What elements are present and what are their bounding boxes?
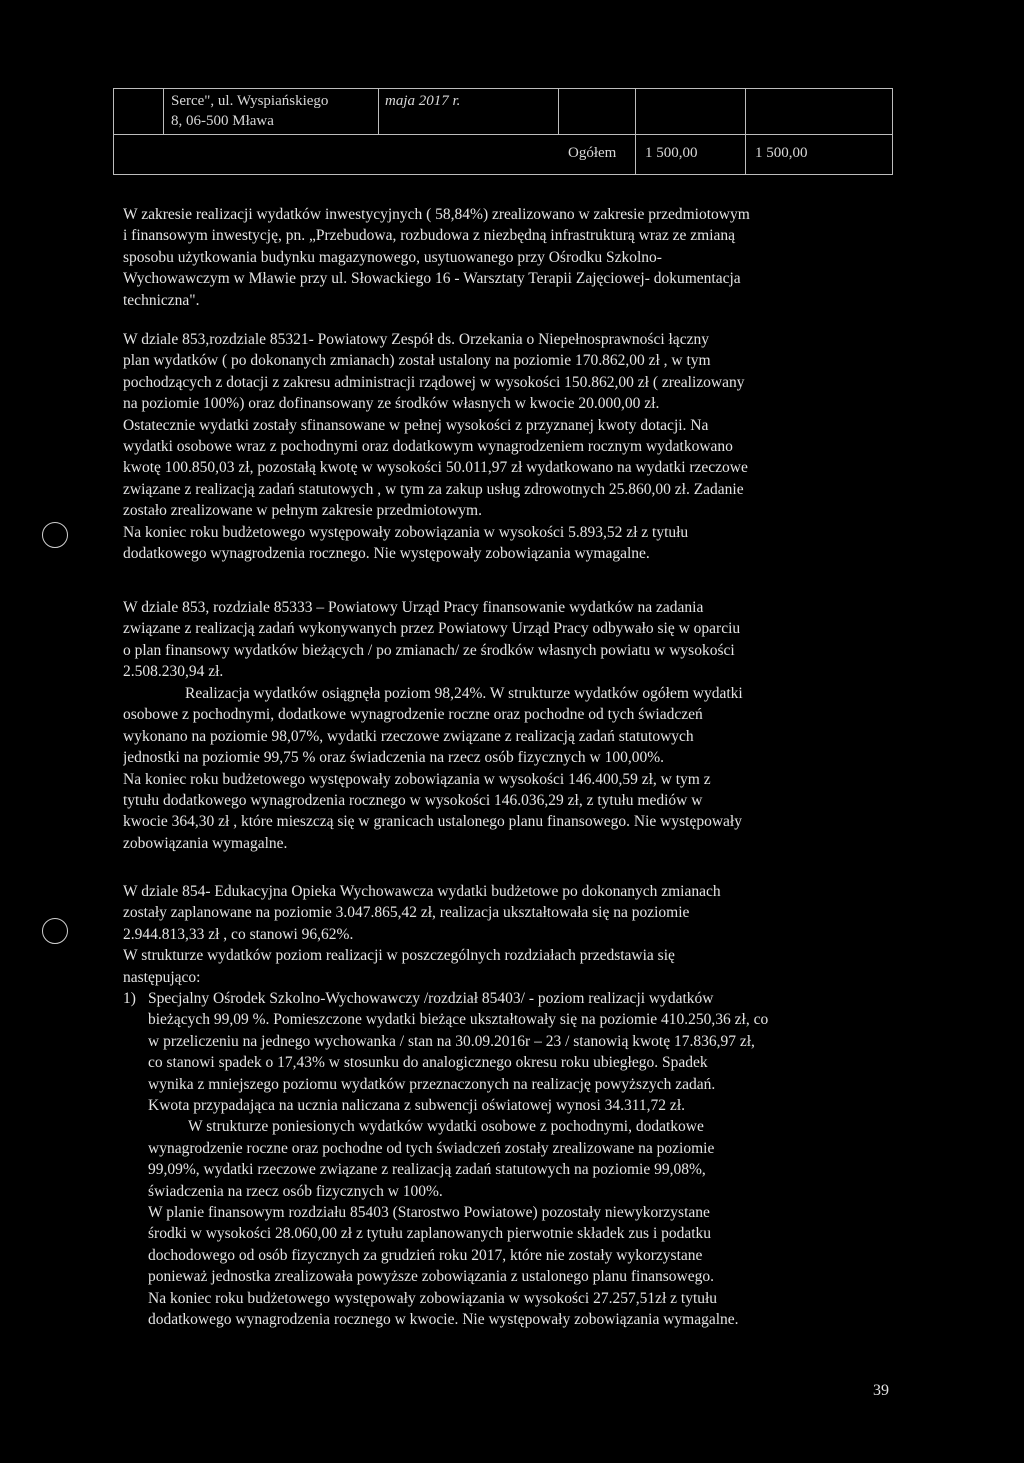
text-line: W strukturze poniesionych wydatków wydatki osobowe z pochodnymi, dodatkowe — [188, 1118, 704, 1136]
text-line: świadczenia na rzecz osób fizycznych w 100%. — [148, 1182, 443, 1200]
text-line: W strukturze wydatków poziom realizacji w poszczególnych rozdziałach przedstawia się — [123, 947, 675, 965]
text-line: dodatkowego wynagrodzenia rocznego. Nie występowały zobowiązania wymagalne. — [123, 545, 650, 563]
text-line: dodatkowego wynagrodzenia rocznego w kwocie. Nie występowały zobowiązania wymagalne. — [148, 1311, 739, 1329]
text-line: tytułu dodatkowego wynagrodzenia rocznego w wysokości 146.036,29 zł, z tytułu mediów w — [123, 792, 703, 810]
text-line: 99,09%, wydatki rzeczowe związane z realizacją zadań statutowych na poziomie 99,08%, — [148, 1161, 706, 1179]
text-line: następująco: — [123, 968, 201, 986]
text-line: ponieważ jednostka zrealizowała powyższe zobowiązania z ustalonego planu finansowego. — [148, 1268, 714, 1286]
text-line: zostały zaplanowane na poziomie 3.047.865,42 zł, realizacja ukształtowała się na poziomie — [123, 904, 690, 922]
text-line: o plan finansowy wydatków bieżących / po zmianach/ ze środków własnych powiatu w wysokości — [123, 641, 735, 659]
text-line: środki w wysokości 28.060,00 zł z tytułu zaplanowanych pierwotnie składek zus i podatku — [148, 1225, 712, 1243]
text-line: plan wydatków ( po dokonanych zmianach) został ustalony na poziomie 170.862,00 zł , w tym — [123, 352, 711, 370]
text-line: W planie finansowym rozdziału 85403 (Starostwo Powiatowe) pozostały niewykorzystane — [148, 1204, 710, 1222]
text-line: zostało zrealizowane w pełnym zakresie przedmiotowym. — [123, 502, 482, 520]
table-total-label: Ogółem — [568, 145, 617, 161]
text-line: na poziomie 100%) oraz dofinansowany ze środków własnych w kwocie 20.000,00 zł. — [123, 395, 660, 413]
paragraph-division-85333 — [123, 597, 895, 683]
text-line: zobowiązania wymagalne. — [123, 834, 288, 852]
list-item-85403 — [148, 988, 894, 1331]
text-line: kwocie 364,30 zł , które mieszczą się w granicach ustalonego planu finansowego. Nie występowały — [123, 813, 742, 831]
text-line: W zakresie realizacji wydatków inwestycyjnych ( 58,84%) zrealizowano w zakresie przedmiotowym — [123, 206, 750, 223]
text-line: bieżących 99,09 %. Pomieszczone wydatki bieżące ukształtowały się na poziomie 410.250,36 zł, co — [148, 1011, 769, 1029]
text-line: co stanowi spadek o 17,43% w stosunku do analogicznego okresu roku ubiegłego. Spadek — [148, 1054, 708, 1072]
text-line: osobowe z pochodnymi, dodatkowe wynagrodzenie roczne oraz pochodne od tych świadczeń — [123, 706, 703, 724]
text-line: dochodowego od osób fizycznych za grudzień roku 2017, które nie zostały wykorzystane — [148, 1246, 703, 1264]
text-line: W dziale 853,rozdziale 85321- Powiatowy Zespół ds. Orzekania o Niepełnosprawności łączny — [123, 331, 709, 348]
text-line: związane z realizacją zadań wykonywanych przez Powiatowy Urząd Pracy odbywało się w oparciu — [123, 620, 741, 638]
text-line: wynika z mniejszego poziomu wydatków przeznaczonych na realizację powyższych zadań. — [148, 1075, 716, 1093]
table-total-value-1: 1 500,00 — [645, 145, 698, 161]
text-line: wydatki osobowe wraz z pochodnymi oraz dodatkowym wynagrodzeniem rocznym wydatkowano — [123, 438, 733, 456]
paragraph-division-854 — [123, 881, 895, 988]
text-line: i finansowym inwestycję, pn. „Przebudowa, rozbudowa z niezbędną infrastrukturą wraz ze zmianą — [123, 227, 736, 245]
table-cell-name-line2: 8, 06-500 Mława — [171, 113, 274, 129]
punch-hole-icon — [42, 522, 68, 548]
text-line: W dziale 853, rozdziale 85333 – Powiatowy Urząd Pracy finansowanie wydatków na zadania — [123, 599, 704, 616]
text-line: Na koniec roku budżetowego występowały zobowiązania w wysokości 5.893,52 zł z tytułu — [123, 523, 689, 541]
table-cell-date: maja 2017 r. — [385, 93, 461, 109]
list-number: 1) — [123, 990, 136, 1007]
table-total-value-2: 1 500,00 — [755, 145, 808, 161]
text-line: kwotę 100.850,03 zł, pozostałą kwotę w wysokości 50.011,97 zł wydatkowano na wydatki rzeczowe — [123, 459, 748, 477]
text-line: Ostatecznie wydatki zostały sfinansowane w pełnej wysokości z przyznanej kwoty dotacji. Na — [123, 416, 709, 434]
text-line: 2.944.813,33 zł , co stanowi 96,62%. — [123, 925, 354, 943]
text-line: W dziale 854- Edukacyjna Opieka Wychowawcza wydatki budżetowe po dokonanych zmianach — [123, 883, 721, 900]
text-line: pochodzących z dotacji z zakresu administracji rządowej w wysokości 150.862,00 zł ( zrealizowany — [123, 373, 745, 391]
text-line: Realizacja wydatków osiągnęła poziom 98,24%. W strukturze wydatków ogółem wydatki — [185, 685, 743, 702]
page-number: 39 — [873, 1382, 889, 1399]
paragraph-division-85321 — [123, 329, 895, 564]
text-line: techniczna". — [123, 291, 200, 309]
summary-table — [113, 88, 893, 174]
text-line: Wychowawczym w Mławie przy ul. Słowackiego 16 - Warsztaty Terapii Zajęciowej- dokumentacja — [123, 270, 741, 288]
text-line: Na koniec roku budżetowego występowały zobowiązania w wysokości 27.257,51zł z tytułu — [148, 1289, 718, 1307]
text-line: 2.508.230,94 zł. — [123, 663, 224, 681]
paragraph-investment — [123, 204, 895, 311]
text-line: wynagrodzenie roczne oraz pochodne od tych świadczeń zostały zrealizowane na poziomie — [148, 1139, 715, 1157]
text-line: Na koniec roku budżetowego występowały zobowiązania w wysokości 146.400,59 zł, w tym z — [123, 770, 711, 788]
punch-hole-icon — [42, 918, 68, 944]
text-line: związane z realizacją zadań statutowych , w tym za zakup usług zdrowotnych 25.860,00 zł. Zadanie — [123, 480, 744, 498]
text-line: wykonano na poziomie 98,07%, wydatki rzeczowe związane z realizacją zadań statutowych — [123, 727, 694, 745]
text-line: sposobu użytkowania budynku magazynowego, usytuowanego przy Ośrodku Szkolno- — [123, 248, 662, 266]
text-line: w przeliczeniu na jednego wychowanka / stan na 30.09.2016r – 23 / stanowią kwotę 17.836,97 zł, — [148, 1032, 755, 1050]
text-line: Kwota przypadająca na ucznia naliczana z subwencji oświatowej wynosi 34.311,72 zł. — [148, 1097, 685, 1115]
table-cell-name-line1: Serce", ul. Wyspiańskiego — [171, 93, 329, 109]
text-line: jednostki na poziomie 99,75 % oraz świadczenia na rzecz osób fizycznych w 100,00%. — [123, 749, 665, 767]
paragraph-realization — [123, 683, 895, 854]
text-line: Specjalny Ośrodek Szkolno-Wychowawczy /rozdział 85403/ - poziom realizacji wydatków — [148, 990, 714, 1007]
